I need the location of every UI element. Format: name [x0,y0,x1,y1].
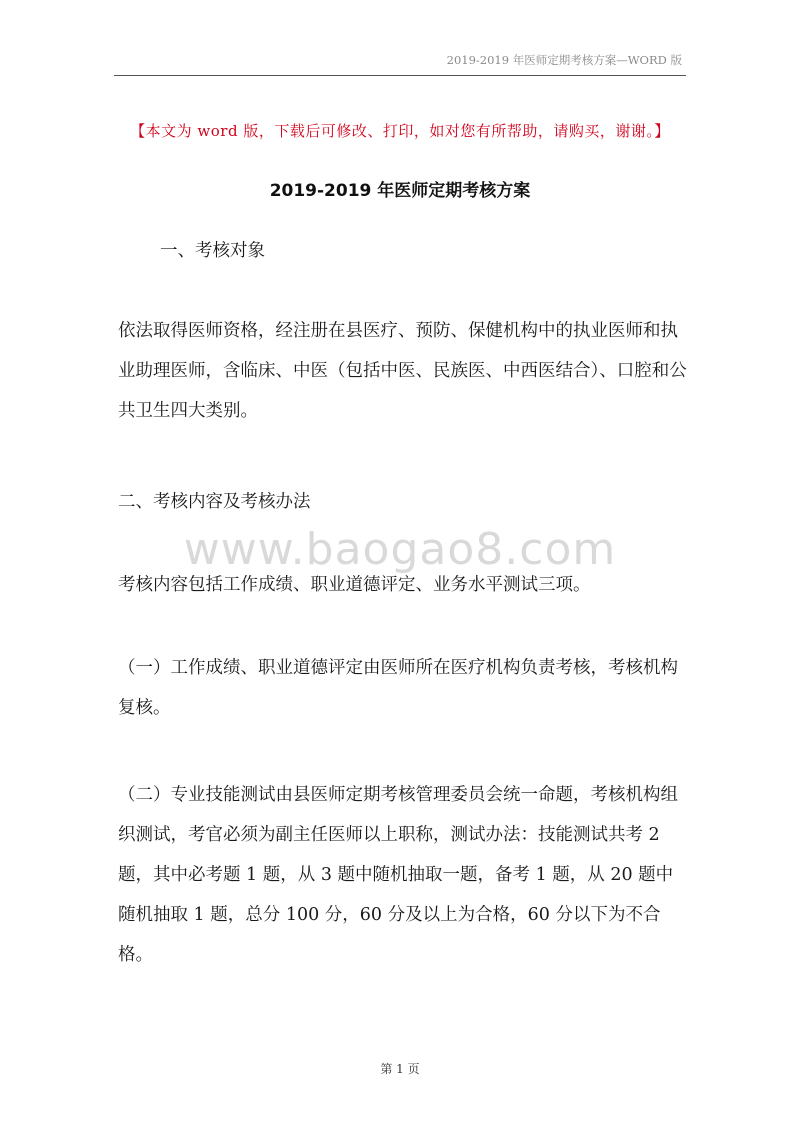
purchase-notice: 【本文为 word 版，下载后可修改、打印，如对您有所帮助，请购买，谢谢。】 [130,122,670,140]
item-2: （二）专业技能测试由县医师定期考核管理委员会统一命题，考核机构组织测试，考官必须为副主任医师以上职称，测试办法：技能测试共考 2 题，其中必考题 1 题，从 3 题中随机抽取一题，备考 1 题，从 20 题中随机抽取 1 题，总分 100 分，60 分及以上为合格，60 分以下为不合格。 [118,785,678,965]
section1-heading: 一、考核对象 [160,241,265,261]
item-1: （一）工作成绩、职业道德评定由医师所在医疗机构负责考核，考核机构复核。 [118,658,678,718]
watermark: www.baogao8.com [183,524,617,575]
section1-body: 依法取得医师资格，经注册在县医疗、预防、保健机构中的执业医师和执业助理医师，含临床、中医（包括中医、民族医、中西医结合）、口腔和公共卫生四大类别。 [118,321,687,421]
header-divider [114,75,686,76]
section2-heading: 二、考核内容及考核办法 [118,492,311,512]
running-header: 2019-2019 年医师定期考核方案—WORD 版 [446,53,682,67]
section2-intro: 考核内容包括工作成绩、职业道德评定、业务水平测试三项。 [118,575,591,595]
document-title: 2019-2019 年医师定期考核方案 [269,181,531,201]
page-number: 第 1 页 [380,1062,420,1076]
